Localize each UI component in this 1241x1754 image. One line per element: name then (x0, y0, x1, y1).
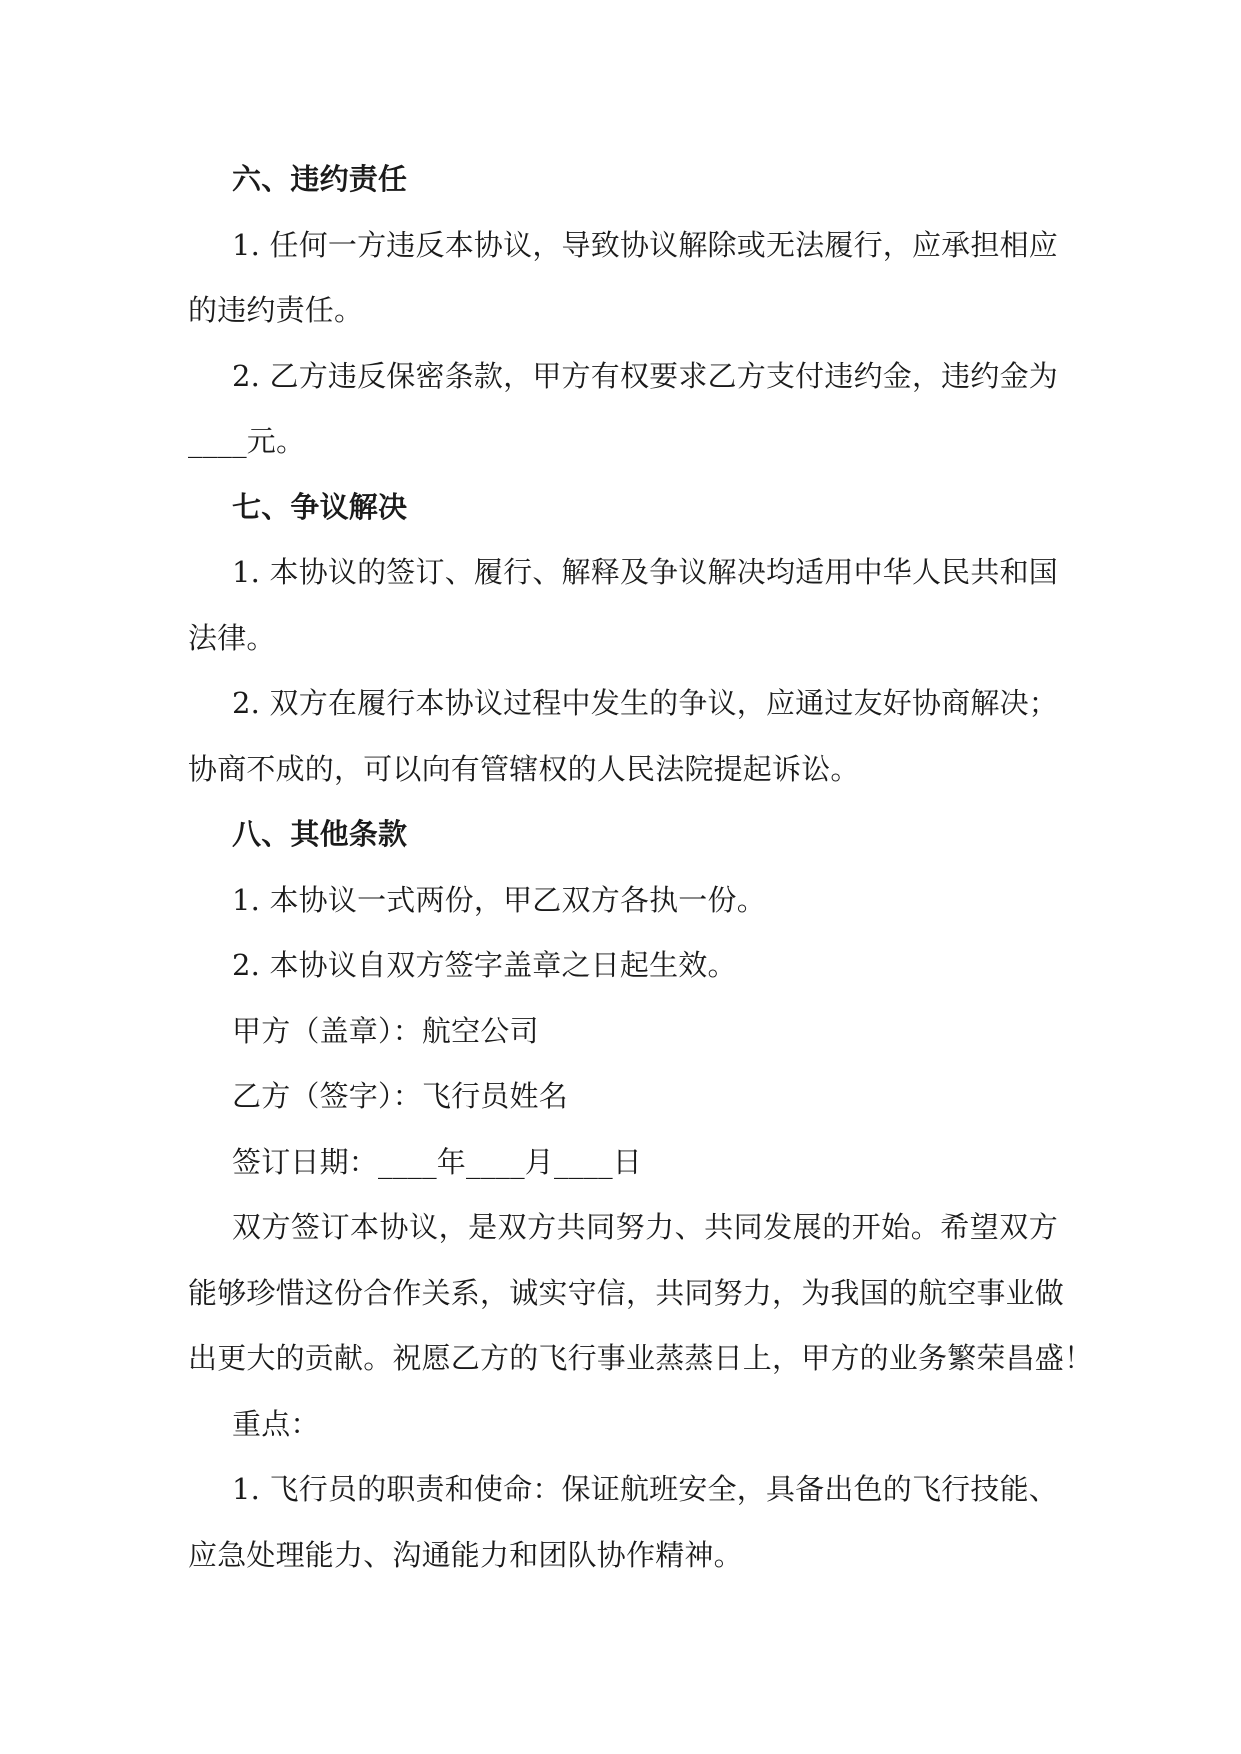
clause-text: 1. 本协议一式两份，甲乙双方各执一份。 (232, 882, 766, 917)
section-heading-breach: 六、违约责任 (232, 162, 408, 196)
clause-text: 2. 本协议自双方签字盖章之日起生效。 (232, 948, 737, 982)
key-points-label: 重点： (232, 1406, 320, 1441)
party-a-signature: 甲方（盖章）：航空公司 (232, 1013, 539, 1048)
clause-text: ____元。 (188, 424, 306, 458)
key-point-text: 1. 飞行员的职责和使命：保证航班安全，具备出色的飞行技能、 (232, 1472, 1058, 1506)
signing-date: 签订日期：____年____月____日 (232, 1144, 643, 1179)
clause-text: 协商不成的，可以向有管辖权的人民法院提起诉讼。 (188, 751, 860, 786)
closing-paragraph: 双方签订本协议，是双方共同努力、共同发展的开始。希望双方 (232, 1210, 1058, 1244)
clause-text: 2. 乙方违反保密条款，甲方有权要求乙方支付违约金，违约金为 (232, 358, 1058, 393)
clause-text: 1. 本协议的签订、履行、解释及争议解决均适用中华人民共和国 (232, 555, 1058, 589)
clause-text: 的违约责任。 (188, 293, 364, 327)
clause-text: 法律。 (188, 620, 276, 655)
clause-text: 2. 双方在履行本协议过程中发生的争议，应通过友好协商解决； (232, 686, 1058, 720)
key-point-text: 应急处理能力、沟通能力和团队协作精神。 (188, 1537, 743, 1572)
section-heading-dispute: 七、争议解决 (232, 489, 408, 524)
section-heading-other: 八、其他条款 (232, 817, 408, 851)
document-page (188, 147, 1094, 1588)
clause-text: 1. 任何一方违反本协议，导致协议解除或无法履行，应承担相应 (232, 227, 1058, 262)
party-b-signature: 乙方（签字）：飞行员姓名 (232, 1079, 568, 1113)
closing-paragraph: 出更大的贡献。祝愿乙方的飞行事业蒸蒸日上，甲方的业务繁荣昌盛！ (188, 1341, 1094, 1375)
closing-paragraph: 能够珍惜这份合作关系，诚实守信，共同努力，为我国的航空事业做 (188, 1275, 1065, 1310)
